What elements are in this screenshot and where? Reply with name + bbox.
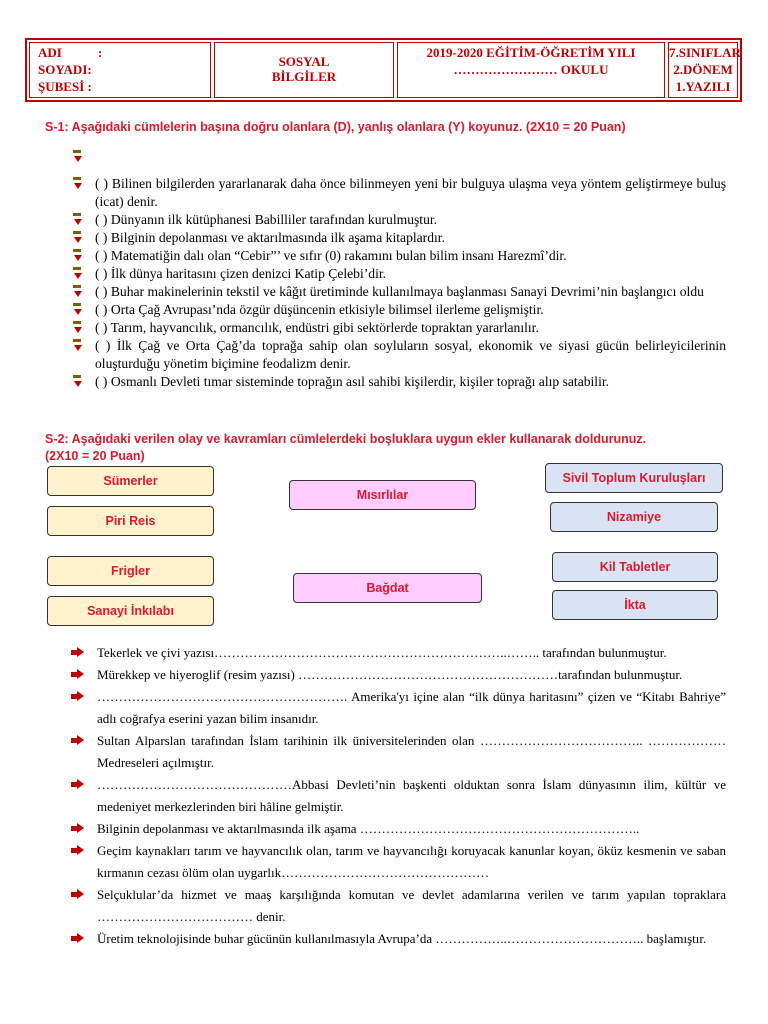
answer-box-sumerler: Sümerler — [47, 466, 214, 496]
arrow-icon — [71, 691, 85, 702]
list-item: Sultan Alparslan tarafından İslam tarihinin ilk üniversitelerinden olan ……………………………….. ……………… Medreseleri açılmıştır. — [71, 730, 726, 774]
answer-box-piri-reis: Piri Reis — [47, 506, 214, 536]
list-item: ( ) İlk dünya haritasını çizen denizci Katip Çelebi’dir. — [71, 265, 726, 283]
list-item: Geçim kaynakları tarım ve hayvancılık olan, tarım ve hayvancılığı koruyacak kanunlar koyan, öküz kesmenin ve saban kırmanın cezası ölüm olan uygarlık………………………………………… — [71, 840, 726, 884]
answer-box-sanayi-inkilabi: Sanayi İnkılabı — [47, 596, 214, 626]
arrow-icon — [71, 735, 85, 746]
bullet-icon — [71, 177, 83, 189]
exam-label: 1.YAZILI — [675, 79, 731, 94]
answer-box-nizamiye: Nizamiye — [550, 502, 718, 532]
arrow-icon — [71, 823, 85, 834]
answer-box-frigler: Frigler — [47, 556, 214, 586]
question-1-title: S-1: Aşağıdaki cümlelerin başına doğru olanlara (D), yanlış olanlara (Y) koyunuz. (2X10 = 20 Puan) — [45, 120, 626, 134]
arrow-icon — [71, 647, 85, 658]
answer-box-ikta: İkta — [552, 590, 718, 620]
bullet-icon — [71, 249, 83, 261]
arrow-icon — [71, 933, 85, 944]
academic-year: 2019-2020 EĞİTİM-ÖĞRETİM YILI — [426, 45, 636, 60]
bullet-icon — [71, 213, 83, 225]
question-2-title — [45, 431, 725, 465]
subject-cell — [214, 42, 394, 98]
bullet-icon — [71, 150, 83, 162]
list-item: Bilginin depolanması ve aktarılmasında ilk aşama ……………………………………………………….. — [71, 818, 726, 840]
bullet-icon — [71, 267, 83, 279]
question-2-list — [71, 642, 726, 950]
student-info-cell — [29, 42, 211, 98]
list-item: ( ) Orta Çağ Avrupası’nda özgür düşüncenin etkisiyle bilimsel ilerleme gelişmiştir. — [71, 301, 726, 319]
list-item: ( ) Osmanlı Devleti tımar sisteminde toprağın asıl sahibi kişilerdir, kişiler toprağı alıp satabilir. — [71, 373, 726, 391]
list-item: ( ) Bilginin depolanması ve aktarılmasında ilk aşama kitaplardır. — [71, 229, 726, 247]
surname-label: SOYADI: — [38, 62, 92, 77]
arrow-icon — [71, 669, 85, 680]
name-label: ADI — [38, 45, 62, 60]
bullet-icon — [71, 375, 83, 387]
list-item: Selçuklular’da hizmet ve maaş karşılığında komutan ve devlet adamlarına verilen ve tarım yapılan topraklara ……………………………… denir. — [71, 884, 726, 928]
arrow-icon — [71, 845, 85, 856]
grade-cell — [668, 42, 741, 98]
list-item: Üretim teknolojisinde buhar gücünün kullanılmasıyla Avrupa’da ……………..………………………….. başlamıştır. — [71, 928, 726, 950]
answer-box-misirlilar: Mısırlılar — [289, 480, 476, 510]
list-item: ( ) İlk Çağ ve Orta Çağ’da toprağa sahip olan soyluların sosyal, ekonomik ve siyasi gücün belirleyicilerinin oluşturduğu yönetim biçimine feodalizm denir. — [71, 337, 726, 373]
list-item: ( ) Matematiğin dalı olan “Cebir”’ ve sıfır (0) rakamını bulan bilim insanı Harezmî’dir. — [71, 247, 726, 265]
bullet-icon — [71, 303, 83, 315]
question-2-title-line-2: (2X10 = 20 Puan) — [45, 449, 145, 463]
question-1-list — [71, 148, 726, 391]
list-item: …………………………………………………. Amerika'yı içine alan “ilk dünya haritasını” çizen ve “Kitabı Bahriye” adlı coğrafya eserini yazan bilim insanıdır. — [71, 686, 726, 730]
list-item: ( ) Dünyanın ilk kütüphanesi Babilliler tarafından kurulmuştur. — [71, 211, 726, 229]
exam-header — [25, 38, 742, 102]
question-2-title-line-1: S-2: Aşağıdaki verilen olay ve kavramları cümlelerdeki boşluklara uygun ekler kullanarak doldurunuz. — [45, 432, 647, 446]
bullet-icon — [71, 285, 83, 297]
subject-line-2: BİLGİLER — [271, 69, 337, 84]
school-name: …………………… OKULU — [453, 62, 609, 77]
term-label: 2.DÖNEM — [673, 62, 733, 77]
class-section-label: ŞUBESİ : — [38, 79, 92, 94]
answer-box-bagdat: Bağdat — [293, 573, 482, 603]
bullet-icon — [71, 321, 83, 333]
answer-box-kil-tabletler: Kil Tabletler — [552, 552, 718, 582]
list-item: ( ) Tarım, hayvancılık, ormancılık, endüstri gibi sektörlerde topraktan yararlanılır. — [71, 319, 726, 337]
list-item: Tekerlek ve çivi yazısı…………………………………………………………..…….. tarafından bulunmuştur. — [71, 642, 726, 664]
list-item: ( ) Bilinen bilgilerden yararlanarak daha önce bilinmeyen yeni bir bulguya ulaşma veya yöntem geliştirmeye buluş (icat) denir. — [71, 175, 726, 211]
list-item: ( ) Buhar makinelerinin tekstil ve kâğıt üretiminde kullanılmaya başlanması Sanayi Devrimi’nin başlangıcı oldu — [71, 283, 726, 301]
bullet-icon — [71, 339, 83, 351]
list-item — [71, 148, 726, 175]
arrow-icon — [71, 779, 85, 790]
list-item: Mürekkep ve hiyeroglif (resim yazısı) ……………………………………………………tarafından bulunmuştur. — [71, 664, 726, 686]
list-item: ………………………………………Abbasi Devleti’nin başkenti olduktan sonra İslam dünyasının ilim, kültür ve medeniyet merkezlerinden biri hâline gelmiştir. — [71, 774, 726, 818]
bullet-icon — [71, 231, 83, 243]
arrow-icon — [71, 889, 85, 900]
name-colon: : — [98, 45, 103, 60]
subject-line-1: SOSYAL — [278, 54, 330, 69]
answer-box-sivil-toplum: Sivil Toplum Kuruluşları — [545, 463, 723, 493]
school-cell — [397, 42, 665, 98]
grade-label: 7.SINIFLAR — [669, 45, 741, 60]
